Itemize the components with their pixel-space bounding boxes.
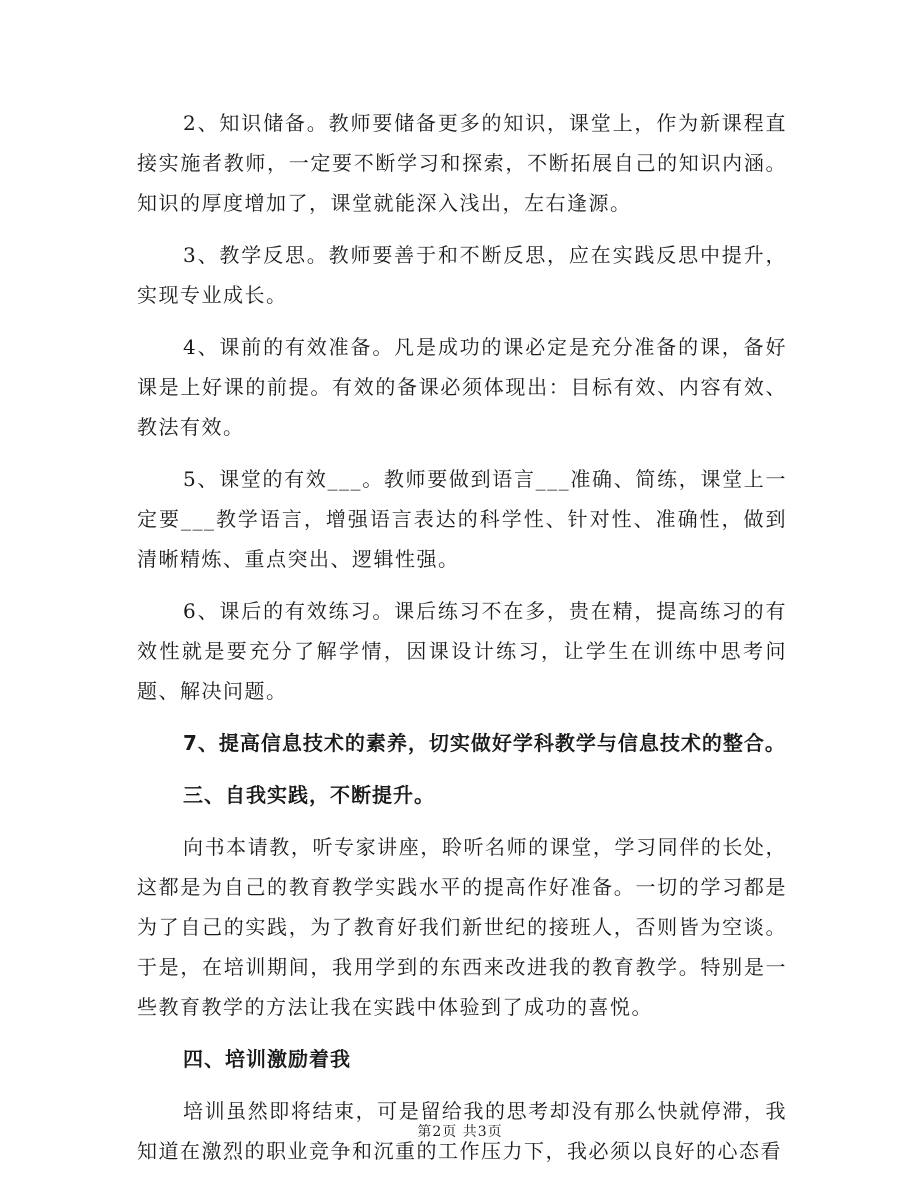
document-body xyxy=(137,103,787,1183)
paragraph-after-class-practice: 6、课后的有效练习。课后练习不在多，贵在精，提高练习的有效性就是要充分了解学情，因课设计练习，让学生在训练中思考问题、解决问题。 xyxy=(137,599,787,703)
heading-information-technology: 7、提高信息技术的素养，切实做好学科教学与信息技术的整合。 xyxy=(183,731,786,755)
paragraph-classroom-effectiveness: 5、课堂的有效___。教师要做到语言___准确、简练，课堂上一定要___教学语言，增强语言表达的科学性、针对性、准确性，做到清晰精炼、重点突出、逻辑性强。 xyxy=(137,467,787,571)
paragraph-knowledge-reserve: 2、知识储备。教师要储备更多的知识，课堂上，作为新课程直接实施者教师，一定要不断学习和探索，不断拓展自己的知识内涵。知识的厚度增加了，课堂就能深入浅出，左右逢源。 xyxy=(137,111,787,215)
heading-section-three: 三、自我实践，不断提升。 xyxy=(183,783,435,807)
heading-section-four: 四、培训激励着我 xyxy=(183,1047,351,1071)
paragraph-self-practice: 向书本请教，听专家讲座，聆听名师的课堂，学习同伴的长处，这都是为自己的教育教学实践水平的提高作好准备。一切的学习都是为了自己的实践，为了教育好我们新世纪的接班人，否则皆为空谈。于是，在培训期间，我用学到的东西来改进我的教育教学。特别是一些教育教学的方法让我在实践中体验到了成功的喜悦。 xyxy=(137,835,787,1019)
page-number-footer: 第2页 共3页 xyxy=(417,1124,503,1140)
paragraph-training-inspiration: 培训虽然即将结束，可是留给我的思考却没有那么快就停滞，我知道在激烈的职业竞争和沉重的工作压力下，我必须以良好的心态看 xyxy=(137,1099,787,1163)
paragraph-lesson-preparation: 4、课前的有效准备。凡是成功的课必定是充分准备的课，备好课是上好课的前提。有效的备课必须体现出：目标有效、内容有效、教法有效。 xyxy=(137,335,787,439)
paragraph-teaching-reflection: 3、教学反思。教师要善于和不断反思，应在实践反思中提升，实现专业成长。 xyxy=(137,243,787,307)
